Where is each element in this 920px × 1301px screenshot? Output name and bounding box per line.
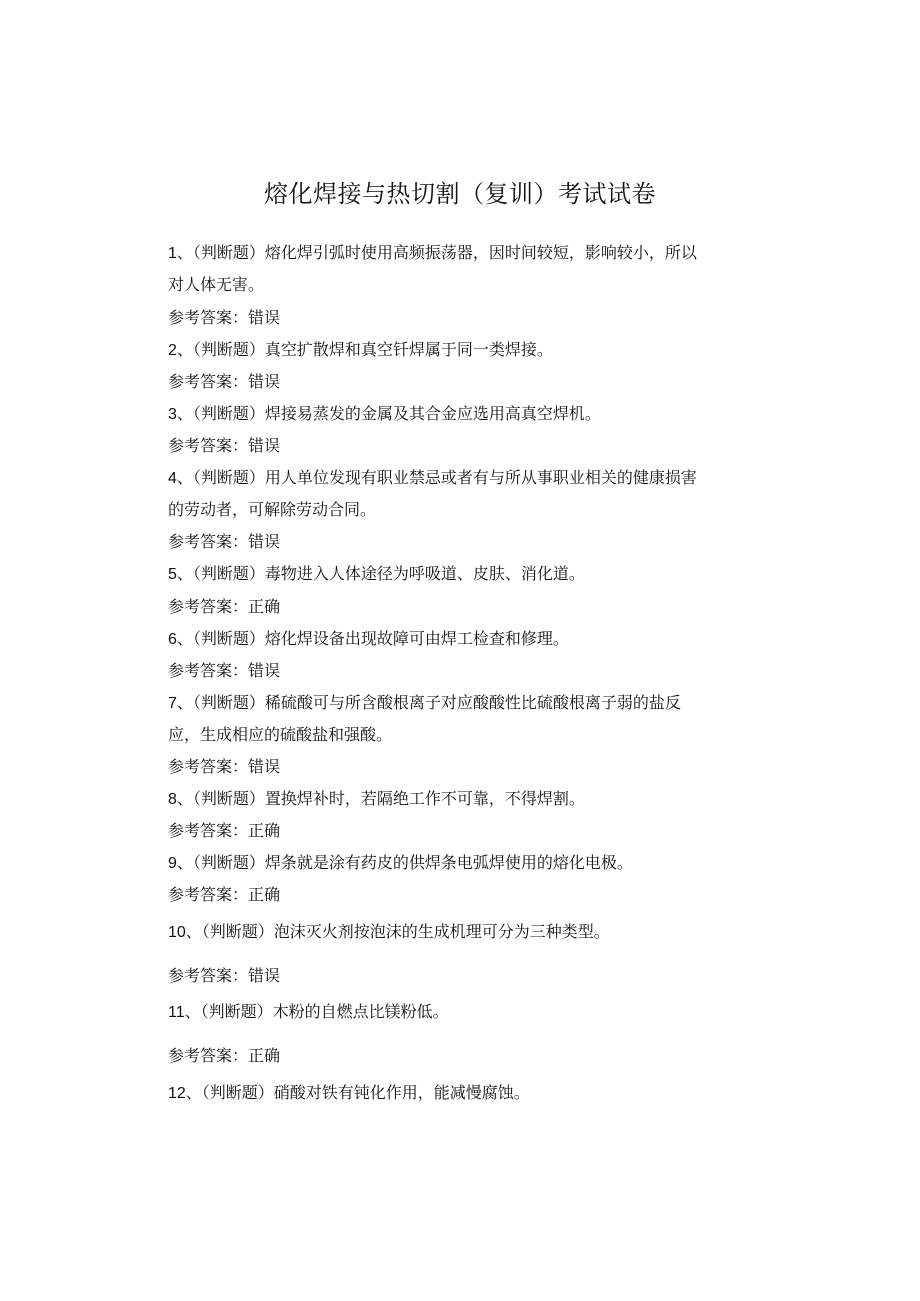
answer-7: 参考答案：错误 <box>168 757 281 776</box>
question-number: 2 <box>168 342 177 359</box>
question-7-line-2: 应，生成相应的硫酸盐和强酸。 <box>168 725 393 744</box>
question-7-line-1: 7、（判断题）稀硫酸可与所含酸根离子对应酸酸性比硫酸根离子弱的盐反 <box>168 693 681 712</box>
question-number: 12 <box>168 1085 186 1102</box>
answer-3: 参考答案：错误 <box>168 436 281 455</box>
question-number: 10 <box>168 924 186 941</box>
question-number: 9 <box>168 855 177 872</box>
question-4-line-1: 4、（判断题）用人单位发现有职业禁忌或者有与所从事职业相关的健康损害 <box>168 468 697 487</box>
question-8-line-1: 8、（判断题）置换焊补时，若隔绝工作不可靠，不得焊割。 <box>168 789 585 808</box>
question-12-line-1: 12、（判断题）硝酸对铁有钝化作用，能减慢腐蚀。 <box>168 1083 530 1102</box>
answer-2: 参考答案：错误 <box>168 372 281 391</box>
question-number: 7 <box>168 695 177 712</box>
answer-11: 参考答案：正确 <box>168 1046 281 1065</box>
answer-6: 参考答案：错误 <box>168 661 281 680</box>
question-number: 6 <box>168 631 177 648</box>
question-2-line-1: 2、（判断题）真空扩散焊和真空钎焊属于同一类焊接。 <box>168 340 553 359</box>
question-3-line-1: 3、（判断题）焊接易蒸发的金属及其合金应选用高真空焊机。 <box>168 404 601 423</box>
question-number: 5 <box>168 566 177 583</box>
question-6-line-1: 6、（判断题）熔化焊设备出现故障可由焊工检查和修理。 <box>168 629 569 648</box>
question-1-line-1: 1、（判断题）熔化焊引弧时使用高频振荡器，因时间较短，影响较小，所以 <box>168 243 697 262</box>
answer-5: 参考答案：正确 <box>168 597 281 616</box>
answer-1: 参考答案：错误 <box>168 308 281 327</box>
question-1-line-2: 对人体无害。 <box>168 275 265 294</box>
question-number: 4 <box>168 470 177 487</box>
question-number: 8 <box>168 791 177 808</box>
question-10-line-1: 10、（判断题）泡沫灭火剂按泡沫的生成机理可分为三种类型。 <box>168 922 610 941</box>
question-number: 3 <box>168 406 177 423</box>
question-number: 1 <box>168 245 177 262</box>
answer-8: 参考答案：正确 <box>168 821 281 840</box>
question-number: 11 <box>168 1004 185 1021</box>
answer-9: 参考答案：正确 <box>168 885 281 904</box>
page-title: 熔化焊接与热切割（复训）考试试卷 <box>264 180 656 208</box>
question-4-line-2: 的劳动者，可解除劳动合同。 <box>168 500 377 519</box>
answer-10: 参考答案：错误 <box>168 966 281 985</box>
answer-4: 参考答案：错误 <box>168 532 281 551</box>
question-9-line-1: 9、（判断题）焊条就是涂有药皮的供焊条电弧焊使用的熔化电极。 <box>168 853 633 872</box>
question-5-line-1: 5、（判断题）毒物进入人体途径为呼吸道、皮肤、消化道。 <box>168 564 585 583</box>
question-11-line-1: 11、（判断题）木粉的自燃点比镁粉低。 <box>168 1002 449 1021</box>
